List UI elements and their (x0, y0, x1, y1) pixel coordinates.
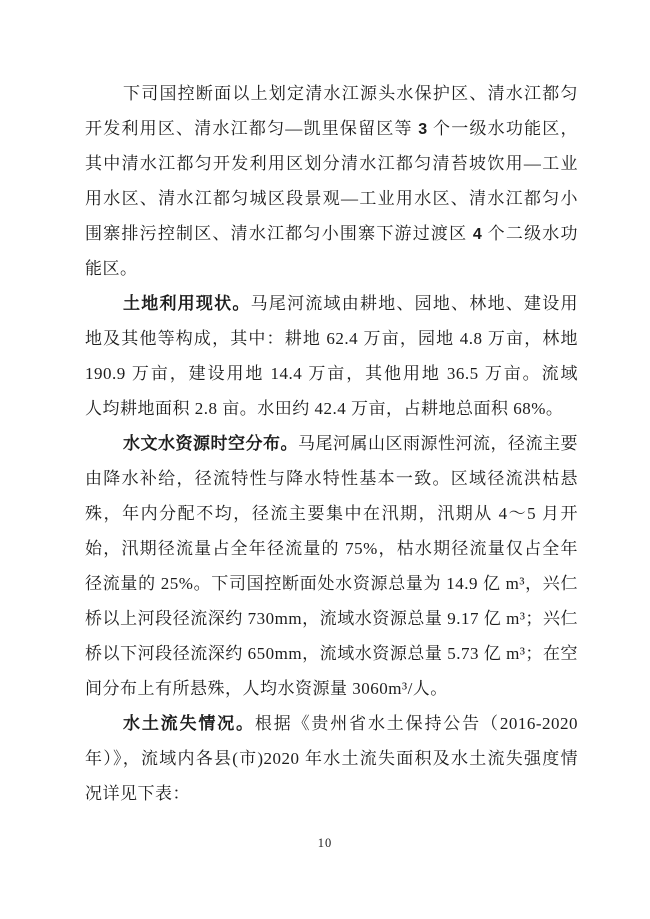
text-line (85, 251, 578, 286)
text-line (85, 706, 578, 741)
text-line (85, 321, 578, 356)
text-segment: 下司国控断面以上划定清水江源头水保护区、清水江都匀 (123, 84, 578, 103)
text-segment: 马尾河流域由耕地、园地、林地、建设用 (250, 294, 578, 313)
text-line (85, 566, 578, 601)
text-line (85, 601, 578, 636)
text-segment: 间分布上有所悬殊，人均水资源量 3060m³/人。 (85, 679, 448, 698)
paragraph (85, 426, 578, 706)
text-line (85, 146, 578, 181)
text-segment: 根据《贵州省水土保持公告（2016-2020 (254, 714, 578, 733)
text-segment: 始，汛期径流量占全年径流量的 75%，枯水期径流量仅占全年 (85, 539, 578, 558)
text-line (85, 671, 578, 706)
text-segment: 用水区、清水江都匀城区段景观—工业用水区、清水江都匀小 (85, 189, 578, 208)
paragraph (85, 286, 578, 426)
text-segment: 围寨排污控制区、清水江都匀小围寨下游过渡区 (85, 224, 473, 243)
page-number: 10 (317, 836, 333, 850)
text-segment: 桥以下河段径流深约 650mm，流域水资源总量 5.73 亿 m³；在空 (85, 644, 578, 663)
text-segment: 地及其他等构成，其中：耕地 62.4 万亩，园地 4.8 万亩，林地 (85, 329, 578, 348)
text-segment: 年）》，流域内各县(市)2020 年水土流失面积及水土流失强度情 (85, 749, 578, 768)
text-segment: 个二级水功 (482, 224, 578, 243)
paragraph-lead-label: 水土流失情况。 (123, 714, 255, 733)
text-line (85, 356, 578, 391)
text-segment: 4 (472, 226, 483, 243)
text-line (85, 111, 578, 146)
text-segment: 况详见下表： (85, 784, 190, 803)
text-line (85, 286, 578, 321)
paragraph-lead-label: 水文水资源时空分布。 (123, 434, 298, 453)
text-segment: 桥以上河段径流深约 730mm，流域水资源总量 9.17 亿 m³；兴仁 (85, 609, 578, 628)
paragraph (85, 76, 578, 286)
text-line (85, 426, 578, 461)
text-segment: 能区。 (85, 259, 138, 278)
text-segment: 3 (418, 121, 428, 138)
text-line (85, 531, 578, 566)
text-line (85, 461, 578, 496)
text-line (85, 391, 578, 426)
text-segment: 个一级水功能区， (427, 119, 578, 138)
text-line (85, 741, 578, 776)
text-segment: 由降水补给，径流特性与降水特性基本一致。区域径流洪枯悬 (85, 469, 578, 488)
text-line (85, 76, 578, 111)
text-line (85, 636, 578, 671)
text-line (85, 181, 578, 216)
text-segment: 其中清水江都匀开发利用区划分清水江都匀清苔坡饮用—工业 (85, 154, 578, 173)
text-segment: 马尾河属山区雨源性河流，径流主要 (298, 434, 578, 453)
text-segment: 径流量的 25%。下司国控断面处水资源总量为 14.9 亿 m³，兴仁 (85, 574, 578, 593)
text-segment: 殊，年内分配不均，径流主要集中在汛期，汛期从 4～5 月开 (85, 504, 578, 523)
text-line (85, 776, 578, 811)
text-segment: 190.9 万亩，建设用地 14.4 万亩，其他用地 36.5 万亩。流域 (85, 364, 578, 383)
paragraph (85, 706, 578, 811)
text-line (85, 216, 578, 251)
document-body (85, 76, 578, 811)
text-segment: 人均耕地面积 2.8 亩。水田约 42.4 万亩，占耕地总面积 68%。 (85, 399, 564, 418)
text-segment: 开发利用区、清水江都匀—凯里保留区等 (85, 119, 419, 138)
paragraph-lead-label: 土地利用现状。 (123, 294, 251, 313)
text-line (85, 496, 578, 531)
